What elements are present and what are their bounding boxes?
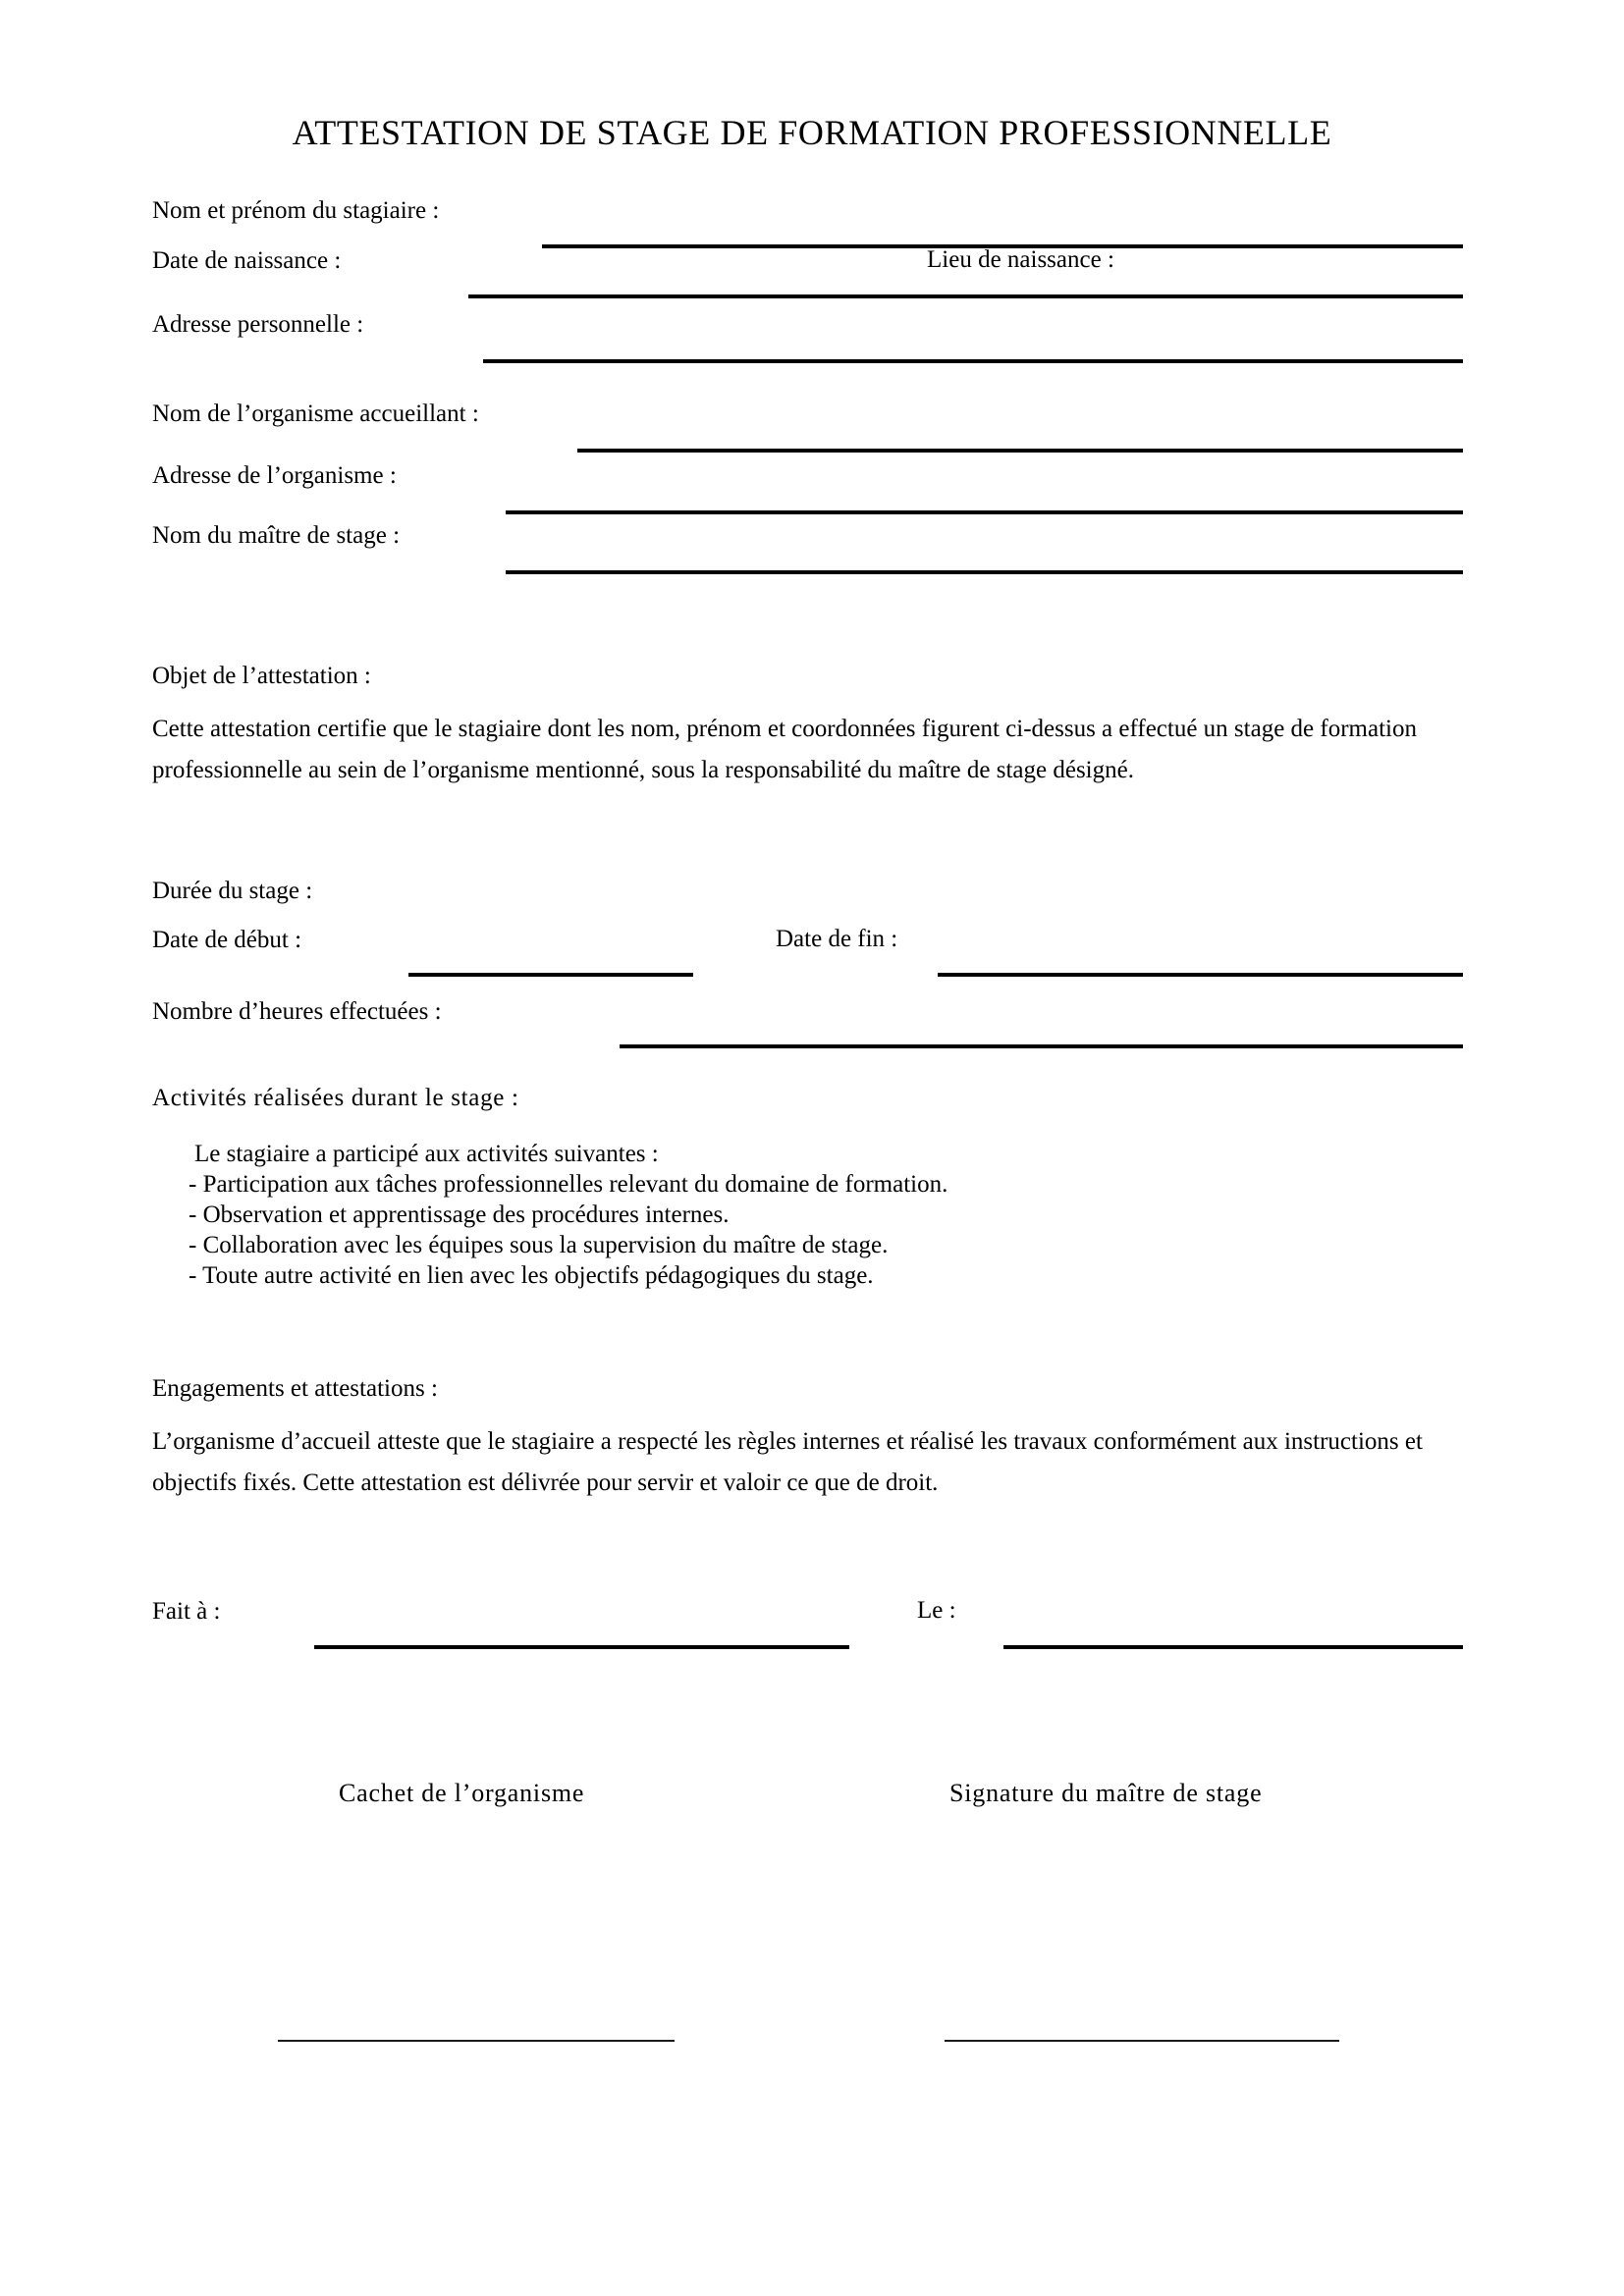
date-of-issue-input-rule[interactable] — [1003, 1645, 1463, 1649]
trainee-name-label: Nom et prénom du stagiaire : — [152, 197, 440, 224]
supervisor-signature-line[interactable] — [945, 2040, 1339, 2042]
personal-address-label: Adresse personnelle : — [152, 311, 364, 338]
date-of-issue-label: Le : — [917, 1597, 956, 1624]
organisation-name-label: Nom de l’organisme accueillant : — [152, 400, 479, 427]
purpose-heading: Objet de l’attestation : — [152, 663, 371, 689]
activity-item: - Participation aux tâches professionnelles relevant du domaine de formation. — [189, 1171, 948, 1198]
birth-place-label: Lieu de naissance : — [927, 246, 1114, 273]
organisation-address-label: Adresse de l’organisme : — [152, 462, 397, 489]
page-title: ATTESTATION DE STAGE DE FORMATION PROFESSIONNELLE — [292, 113, 1332, 152]
activity-item: - Collaboration avec les équipes sous la supervision du maître de stage. — [189, 1232, 889, 1258]
activities-intro: Le stagiaire a participé aux activités suivantes : — [194, 1141, 659, 1167]
purpose-body: Cette attestation certifie que le stagiaire dont les nom, prénom et coordonnées figurent ci-dessus a effectué un stage de formation professionnelle au sein de l’organisme mentionné, sous la responsabilité du maître de stage désigné. — [152, 716, 1417, 783]
activity-item: - Toute autre activité en lien avec les objectifs pédagogiques du stage. — [189, 1262, 874, 1289]
hours-count-label: Nombre d’heures effectuées : — [152, 998, 442, 1025]
activities-heading: Activités réalisées durant le stage : — [152, 1085, 519, 1111]
supervisor-name-label: Nom du maître de stage : — [152, 522, 401, 549]
place-of-issue-label: Fait à : — [152, 1598, 221, 1625]
activity-item: - Observation et apprentissage des procédures internes. — [189, 1201, 730, 1228]
supervisor-name-input-rule[interactable] — [506, 570, 1463, 574]
activities-list — [189, 1139, 947, 1291]
organisation-stamp-caption: Cachet de l’organisme — [339, 1779, 585, 1807]
end-date-label: Date de fin : — [776, 926, 898, 952]
start-date-input-rule[interactable] — [408, 973, 693, 977]
organisation-address-input-rule[interactable] — [506, 510, 1463, 514]
end-date-input-rule[interactable] — [938, 973, 1463, 977]
supervisor-signature-caption: Signature du maître de stage — [949, 1779, 1263, 1807]
personal-address-input-rule[interactable] — [483, 359, 1463, 363]
organisation-name-input-rule[interactable] — [577, 449, 1463, 453]
hours-count-input-rule[interactable] — [620, 1044, 1463, 1048]
birth-date-label: Date de naissance : — [152, 247, 342, 274]
organisation-stamp-line[interactable] — [278, 2040, 675, 2042]
duration-heading: Durée du stage : — [152, 878, 313, 904]
birth-date-place-input-rule[interactable] — [468, 294, 1463, 298]
place-of-issue-input-rule[interactable] — [314, 1645, 849, 1649]
commitments-body: L’organisme d’accueil atteste que le stagiaire a respecté les règles internes et réalisé les travaux conformément aux instructions et objectifs fixés. Cette attestation est délivrée pour servir et valoir ce que de droit. — [152, 1428, 1423, 1496]
start-date-label: Date de début : — [152, 927, 302, 953]
commitments-heading: Engagements et attestations : — [152, 1375, 438, 1402]
